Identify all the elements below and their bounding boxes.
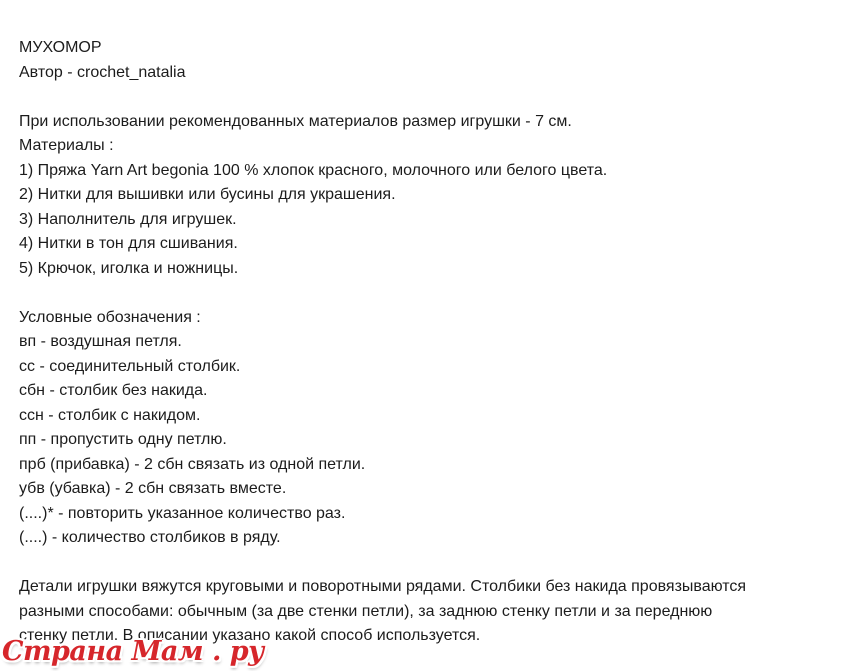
legend-item: убв (убавка) - 2 сбн связать вместе.: [19, 480, 287, 497]
pattern-document: [19, 36, 849, 649]
document-title: МУХОМОР: [19, 39, 102, 56]
legend-item: ссн - столбик с накидом.: [19, 406, 201, 424]
materials-item: 2) Нитки для вышивки или бусины для украшения.: [19, 186, 396, 203]
legend-item: вп - воздушная петля.: [19, 333, 182, 350]
spacer: [19, 551, 849, 576]
materials-item: 3) Наполнитель для игрушек.: [19, 210, 237, 228]
materials-item: 5) Крючок, иголка и ножницы.: [19, 259, 239, 277]
materials-heading: Материалы :: [19, 137, 114, 154]
legend-item: сбн - столбик без накида.: [19, 382, 208, 399]
details-paragraph-line: Детали игрушки вяжутся круговыми и поворотными рядами. Столбики без накида провязываются: [19, 578, 747, 595]
legend-item: прб (прибавка) - 2 сбн связать из одной петли.: [19, 455, 366, 473]
document-author: Автор - crochet_natalia: [19, 63, 186, 81]
legend-item: пп - пропустить одну петлю.: [19, 431, 227, 448]
details-paragraph-line: стенку петли. В описании указано какой способ используется.: [19, 627, 481, 644]
spacer: [19, 281, 849, 306]
legend-heading: Условные обозначения :: [19, 308, 201, 326]
materials-item: 1) Пряжа Yarn Art begonia 100 % хлопок красного, молочного или белого цвета.: [19, 161, 608, 179]
details-paragraph-line: разными способами: обычным (за две стенки петли), за заднюю стенку петли и за переднюю: [19, 602, 713, 620]
legend-item: (....) - количество столбиков в ряду.: [19, 529, 281, 546]
materials-item: 4) Нитки в тон для сшивания.: [19, 235, 238, 252]
site-watermark-logo: Страна Мам . ру: [2, 636, 264, 667]
legend-item: сс - соединительный столбик.: [19, 357, 241, 375]
intro-text: При использовании рекомендованных материалов размер игрушки - 7 см.: [19, 112, 572, 130]
legend-item: (....)* - повторить указанное количество раз.: [19, 504, 346, 522]
spacer: [19, 85, 849, 110]
